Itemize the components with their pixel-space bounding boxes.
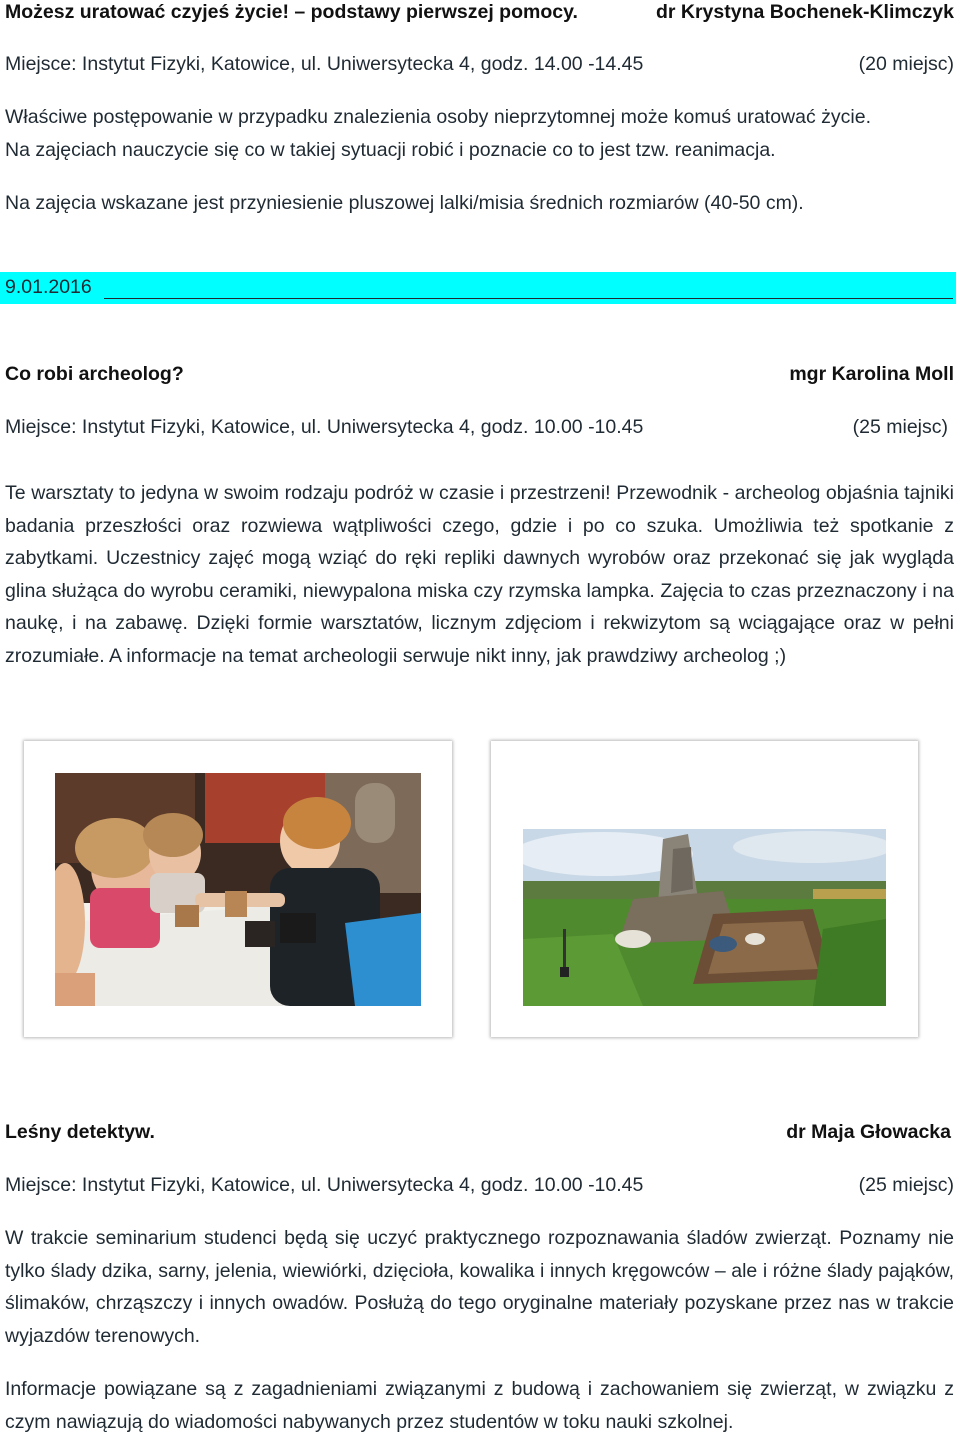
- date-header: 9.01.2016: [5, 276, 92, 298]
- section1-line1: Właściwe postępowanie w przypadku znalezienia osoby nieprzytomnej może komuś uratować życie.: [5, 106, 871, 128]
- section2-place: Miejsce: Instytut Fizyki, Katowice, ul. Uniwersytecka 4, godz. 10.00 -10.45: [5, 416, 644, 438]
- photo-excavation: [523, 829, 886, 1006]
- section2-lecturer: mgr Karolina Moll: [789, 363, 954, 385]
- section1-header: [5, 0, 954, 24]
- section1-line2: Na zajęciach nauczycie się co w takiej sytuacji robić i poznacie co to jest tzw. reanimacja.: [5, 139, 776, 161]
- section2-title: Co robi archeolog?: [5, 363, 184, 385]
- section1-place-row: [5, 52, 954, 76]
- section3-paragraph2: Informacje powiązane są z zagadnieniami związanymi z budową i zachowaniem się zwierząt, w związku z czym nawiązują do wiadomości nabywanych przez studentów w toku nauki szkolnej.: [5, 1378, 954, 1433]
- section3-header: [5, 1120, 954, 1144]
- section3-place: Miejsce: Instytut Fizyki, Katowice, ul. Uniwersytecka 4, godz. 10.00 -10.45: [5, 1174, 644, 1196]
- section3-title: Leśny detektyw.: [5, 1121, 155, 1143]
- section2-seats: (25 miejsc): [852, 416, 948, 438]
- section1-seats: (20 miejsc): [858, 53, 954, 75]
- excavation-scene-illustration: [523, 829, 886, 1006]
- section3-description-2: [5, 1373, 954, 1438]
- photo-excavation-frame: [491, 741, 918, 1037]
- section2-description: [5, 477, 954, 673]
- section1-title: Możesz uratować czyjeś życie! – podstawy pierwszej pomocy.: [5, 1, 578, 23]
- section3-seats: (25 miejsc): [858, 1174, 954, 1196]
- date-header-bar: [0, 272, 956, 304]
- section2-header: [5, 362, 954, 386]
- photo-workshop-frame: [24, 741, 452, 1037]
- section2-paragraph: Te warsztaty to jedyna w swoim rodzaju podróż w czasie i przestrzeni! Przewodnik - archeolog objaśnia tajniki badania przeszłości oraz rozwiewa wątpliwości czego, gdzie i po co szuka. Umożliwia też spotkanie z zabytkami. Uczestnicy zajęć mogą wziąć do ręki repliki dawnych wyrobów oraz przekonać się jak wygląda glina służąca do wyrobu ceramiki, niewypalona miska czy rzymska lampka. Zajęcia to czas przeznaczony i na naukę, i na zabawę. Dzięki formie warsztatów, licznym zdjęciom i rekwizytom są wciągające oraz w pełni zrozumiałe. A informacje na temat archeologii serwuje nikt inny, jak prawdziwy archeolog ;): [5, 482, 954, 667]
- section3-place-row: [5, 1173, 954, 1197]
- photo-workshop: [55, 773, 421, 1006]
- section1-lecturer: dr Krystyna Bochenek-Klimczyk: [655, 1, 954, 23]
- section1-place: Miejsce: Instytut Fizyki, Katowice, ul. Uniwersytecka 4, godz. 14.00 -14.45: [5, 53, 644, 75]
- section3-description: [5, 1222, 954, 1352]
- date-underline: [104, 298, 953, 299]
- section3-lecturer: dr Maja Głowacka: [786, 1121, 951, 1143]
- section3-paragraph1: W trakcie seminarium studenci będą się uczyć praktycznego rozpoznawania śladów zwierząt. Poznamy nie tylko ślady dzika, sarny, jelenia, wiewiórki, dzięcioła, kowalika i innych kręgowców – ale i różne ślady pająków, ślimaków, chrząszczy i innych owadów. Posłużą do tego oryginalne materiały pozyskane przez nas w trakcie wyjazdów terenowych.: [5, 1227, 954, 1347]
- section1-line3: Na zajęcia wskazane jest przyniesienie pluszowej lalki/misia średnich rozmiarów (40-50 cm).: [5, 192, 804, 214]
- section2-place-row: [5, 415, 954, 439]
- workshop-scene-illustration: [55, 773, 421, 1006]
